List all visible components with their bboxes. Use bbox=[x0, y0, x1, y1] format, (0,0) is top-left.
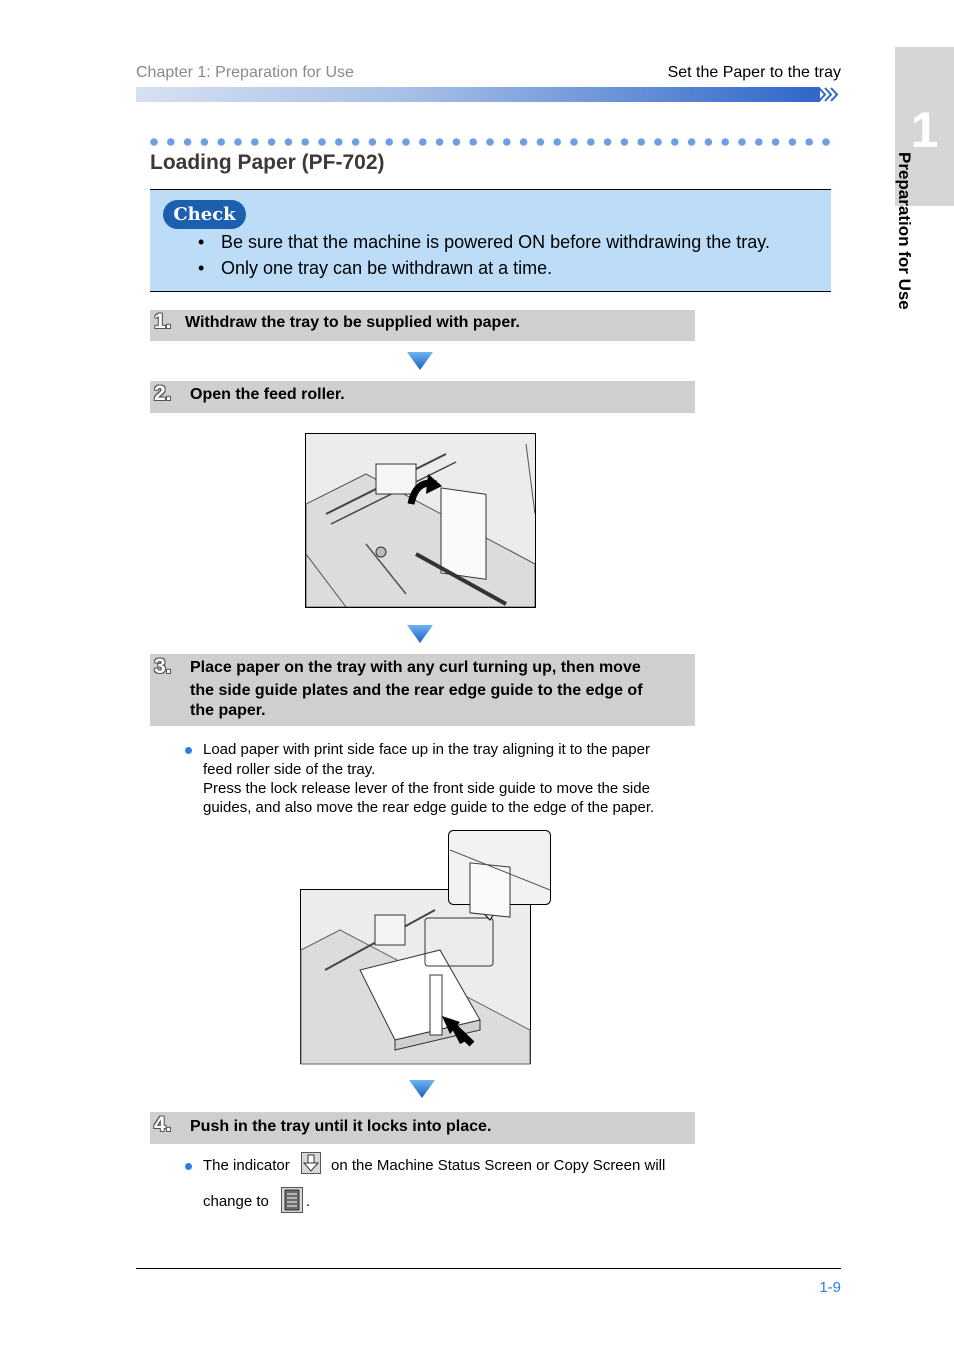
dot bbox=[587, 138, 595, 146]
dot bbox=[822, 138, 830, 146]
chapter-tab-label-text: Preparation for Use bbox=[895, 152, 914, 310]
chevron-right-icon bbox=[818, 86, 842, 103]
step-text-line: the paper. bbox=[190, 702, 266, 719]
dot bbox=[217, 138, 225, 146]
bullet-dot bbox=[185, 1163, 192, 1170]
dot bbox=[553, 138, 561, 146]
step-text: Open the feed roller. bbox=[190, 386, 345, 403]
dot bbox=[335, 138, 343, 146]
dot bbox=[469, 138, 477, 146]
step-text: Push in the tray until it locks into place. bbox=[190, 1118, 492, 1135]
dot bbox=[402, 138, 410, 146]
check-item: • Only one tray can be withdrawn at a time. bbox=[198, 258, 553, 278]
dot bbox=[688, 138, 696, 146]
dot bbox=[654, 138, 662, 146]
dot bbox=[352, 138, 360, 146]
dot bbox=[184, 138, 192, 146]
dot bbox=[805, 138, 813, 146]
tray-loaded-icon bbox=[281, 1187, 303, 1213]
step-3 bbox=[150, 654, 695, 726]
tray-pulled-out-icon bbox=[301, 1152, 321, 1174]
step-text: Withdraw the tray to be supplied with paper. bbox=[185, 314, 520, 331]
dot bbox=[486, 138, 494, 146]
dot bbox=[167, 138, 175, 146]
dot bbox=[453, 138, 461, 146]
dot bbox=[385, 138, 393, 146]
dot bbox=[436, 138, 444, 146]
dot bbox=[570, 138, 578, 146]
chapter-tab-label bbox=[884, 152, 924, 342]
dot bbox=[234, 138, 242, 146]
page-number: 1-9 bbox=[819, 1279, 841, 1296]
step-number: 3. bbox=[154, 655, 172, 678]
dot bbox=[637, 138, 645, 146]
step-2 bbox=[150, 381, 695, 413]
dotted-rule bbox=[150, 137, 840, 147]
step3-note-line: Load paper with print side face up in the tray aligning it to the paper bbox=[203, 741, 650, 758]
step4-note-part1: The indicator bbox=[203, 1157, 290, 1174]
step3-note-line: feed roller side of the tray. bbox=[203, 761, 376, 778]
dot bbox=[301, 138, 309, 146]
dot bbox=[671, 138, 679, 146]
dot bbox=[285, 138, 293, 146]
dot bbox=[621, 138, 629, 146]
step3-note-line: Press the lock release lever of the front side guide to move the side bbox=[203, 780, 650, 797]
dot bbox=[721, 138, 729, 146]
step-text-line: the side guide plates and the rear edge guide to the edge of bbox=[190, 682, 643, 699]
dot bbox=[789, 138, 797, 146]
footer-rule bbox=[136, 1268, 841, 1269]
dot bbox=[318, 138, 326, 146]
paper-loading-illustration bbox=[300, 830, 552, 1065]
step-number: 1. bbox=[154, 310, 172, 333]
dot bbox=[268, 138, 276, 146]
step3-note-line: guides, and also move the rear edge guide to the edge of the paper. bbox=[203, 799, 655, 816]
chapter-title: Chapter 1: Preparation for Use bbox=[136, 64, 354, 81]
down-arrow-icon bbox=[409, 1080, 435, 1098]
page-title: Loading Paper (PF-702) bbox=[150, 151, 385, 174]
chapter-tab-number: 1 bbox=[910, 102, 939, 158]
down-arrow-icon bbox=[407, 352, 433, 370]
section-heading: Set the Paper to the tray bbox=[667, 64, 841, 81]
dot bbox=[251, 138, 259, 146]
dot bbox=[150, 138, 158, 146]
check-badge: Check bbox=[163, 200, 246, 229]
step-4 bbox=[150, 1112, 695, 1144]
down-arrow-icon bbox=[407, 625, 433, 643]
dot bbox=[755, 138, 763, 146]
dot bbox=[705, 138, 713, 146]
dot bbox=[419, 138, 427, 146]
dot bbox=[537, 138, 545, 146]
step4-note-part4: . bbox=[306, 1193, 311, 1210]
step4-note-part3: change to bbox=[203, 1193, 269, 1210]
dot bbox=[369, 138, 377, 146]
dot bbox=[503, 138, 511, 146]
step4-note-part2: on the Machine Status Screen or Copy Screen will bbox=[331, 1157, 666, 1174]
dot bbox=[520, 138, 528, 146]
bullet-dot bbox=[185, 747, 192, 754]
check-item: • Be sure that the machine is powered ON before withdrawing the tray. bbox=[198, 232, 770, 252]
step-text-line: Place paper on the tray with any curl turning up, then move bbox=[190, 659, 641, 676]
header-gradient-bar bbox=[136, 87, 820, 102]
dot bbox=[772, 138, 780, 146]
step-number: 2. bbox=[154, 382, 172, 405]
step-1 bbox=[150, 310, 695, 341]
dot bbox=[604, 138, 612, 146]
feed-roller-illustration bbox=[305, 433, 536, 608]
dot bbox=[201, 138, 209, 146]
dot bbox=[738, 138, 746, 146]
step-number: 4. bbox=[154, 1113, 172, 1136]
